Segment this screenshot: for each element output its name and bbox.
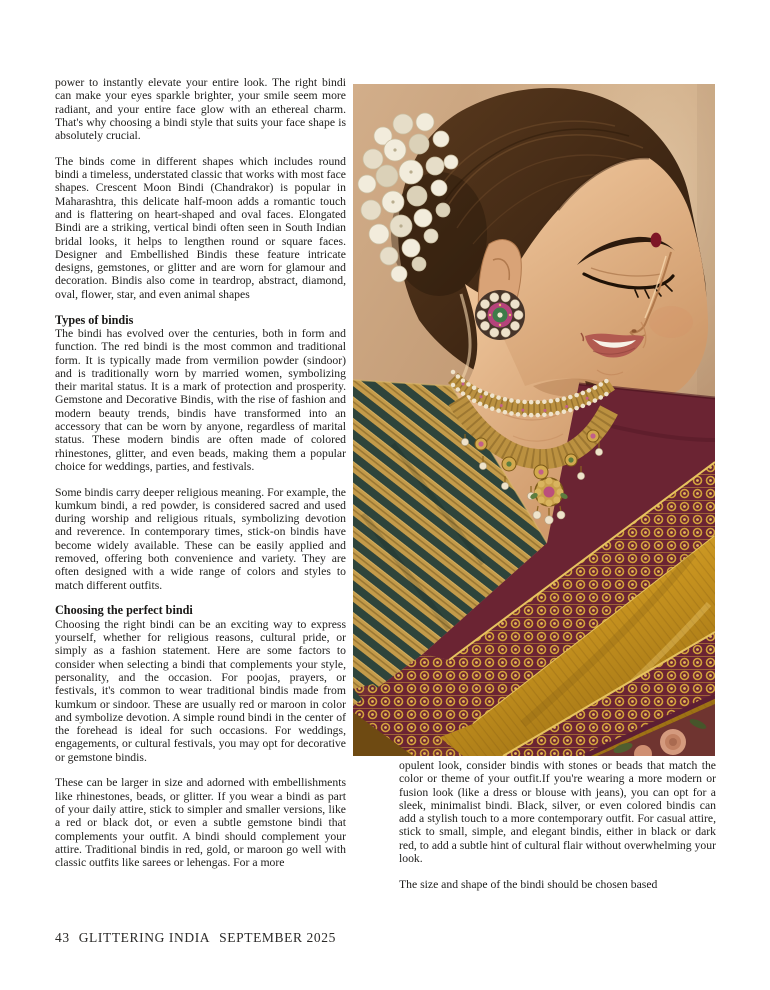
- right-text-column: [399, 759, 716, 904]
- article-paragraph: The bindi has evolved over the centuries, both in form and function. The red bindi is the most common and traditional form. It is typically made from vermilion powder (sindoor) and is traditionally worn by married women, symbolizing their marital status. It is a mark of protection and prosperity. Gemstone and Decorative Bindis, with the rise of fashion and modern beauty trends, bindis have transformed into an accessory that can be worn by anyone, regardless of marital status. These modern bindis are often made of colored rhinestones, glitter, and even beads, making them a popular choice for weddings, parties, and festivals.: [55, 327, 346, 473]
- magazine-title: GLITTERING INDIA: [78, 930, 211, 945]
- page-number: 43: [55, 930, 70, 945]
- page-footer: [55, 930, 336, 946]
- section-heading-types-of-bindis: Types of bindis: [55, 312, 134, 327]
- article-paragraph: Some bindis carry deeper religious meaning. For example, the kumkum bindi, a red powder, is considered sacred and used during worship and religious rituals, symbolizing devotion and reverence. In contemporary times, stick-on bindis have become widely available. These can be easily applied and removed, offering both convenience and variety. They are often designed with a wide range of colors and styles to match different outfits.: [55, 485, 346, 592]
- left-text-column: [55, 76, 346, 882]
- bindi: [651, 233, 662, 248]
- issue-date: SEPTEMBER 2025: [219, 930, 336, 945]
- article-paragraph: power to instantly elevate your entire look. The right bindi can make your eyes sparkle brighter, your smile seem more radiant, and your entire face glow with an ethereal charm. That's why choosing a bindi style that suits your face shape is absolutely crucial.: [55, 76, 346, 143]
- editorial-photo: [353, 84, 715, 756]
- article-paragraph: These can be larger in size and adorned with embellishments like rhinestones, beads, or glitter. If you wear a bindi as part of your daily attire, stick to simpler and smaller versions, like a red or black dot, or even a subtle gemstone bindi that complements your outfit. A bindi should complement your attire. Traditional bindis in red, gold, or maroon go well with classic outfits like sarees or lehengas. For a more: [55, 776, 346, 870]
- article-paragraph: The binds come in different shapes which includes round bindi a timeless, understated classic that works with most face shapes. Crescent Moon Bindi (Chandrakor) is popular in Maharashtra, this delicate half-moon adds a romantic touch and is flattering on heart-shaped and oval faces. Elongated Bindi are a striking, vertical bindi often seen in South Indian bridal looks, it helps to lengthen round or square faces. Designer and Embellished Bindis these feature intricate designs, gemstones, or glitter and are worn for glamour and decoration. Bindis also come in teardrop, abstract, diamond, oval, flower, star, and even animal shapes: [55, 154, 346, 301]
- section-heading-choosing-perfect-bindi: Choosing the perfect bindi: [55, 603, 193, 618]
- article-paragraph: Choosing the right bindi can be an exciting way to express yourself, whether for religious reasons, cultural pride, or simply as a fashion statement. Here are some factors to consider when selecting a bindi that complements your style, personality, and the occasion. For poojas, prayers, or festivals, it's common to wear traditional bindis made from kumkum or sindoor. These are usually red or maroon in color and symbolize devotion. A simple round bindi in the center of the forehead is ideal for such occasions. For weddings, engagements, or cultural festivals, you may opt for decorative or gemstone bindis.: [55, 617, 346, 764]
- article-paragraph: The size and shape of the bindi should be chosen based: [399, 877, 658, 891]
- article-paragraph: opulent look, consider bindis with stones or beads that match the color or theme of your outfit.If you're wearing a more modern or fusion look (like a dress or blouse with jeans), you can opt for a sleek, minimalist bindi. Black, silver, or even colored bindis can add a stylish touch to a more contemporary outfit. For casual attire, stick to small, simple, and elegant bindis, either in black or dark red, to add a subtle hint of cultural flair without overwhelming your look.: [399, 759, 716, 865]
- gem-stud-earring: [475, 290, 525, 340]
